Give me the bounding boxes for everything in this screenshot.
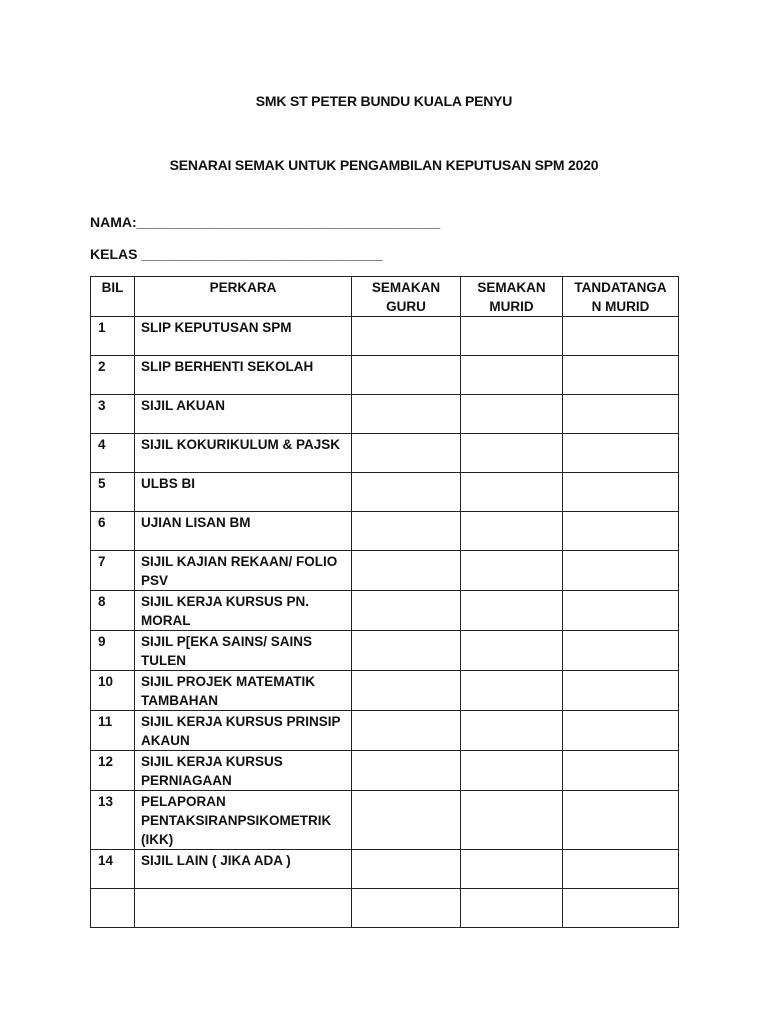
header-bil: BIL (91, 277, 135, 317)
table-row (91, 434, 679, 473)
semakan-guru-cell[interactable] (352, 395, 461, 434)
blank-cell[interactable] (352, 889, 461, 928)
row-item: SIJIL KAJIAN REKAAN/ FOLIO PSV (135, 551, 352, 591)
table-row (91, 711, 679, 751)
semakan-guru-cell[interactable] (352, 512, 461, 551)
semakan-murid-cell[interactable] (461, 395, 563, 434)
tandatangan-cell[interactable] (563, 791, 679, 850)
nama-field[interactable]: NAMA:_______________________________________ (90, 214, 441, 230)
semakan-guru-cell[interactable] (352, 671, 461, 711)
table-row (91, 631, 679, 671)
tandatangan-cell[interactable] (563, 434, 679, 473)
semakan-murid-cell[interactable] (461, 317, 563, 356)
blank-cell[interactable] (91, 889, 135, 928)
kelas-field[interactable]: KELAS _______________________________ (90, 246, 383, 262)
tandatangan-cell[interactable] (563, 591, 679, 631)
semakan-guru-cell[interactable] (352, 356, 461, 395)
tandatangan-cell[interactable] (563, 473, 679, 512)
semakan-murid-cell[interactable] (461, 711, 563, 751)
semakan-guru-cell[interactable] (352, 473, 461, 512)
semakan-murid-cell[interactable] (461, 850, 563, 889)
semakan-guru-cell[interactable] (352, 317, 461, 356)
header-semakan-murid: SEMAKAN MURID (461, 277, 563, 317)
row-item: SIJIL KERJA KURSUS PERNIAGAAN (135, 751, 352, 791)
row-number: 5 (91, 473, 135, 512)
tandatangan-cell[interactable] (563, 317, 679, 356)
row-item: ULBS BI (135, 473, 352, 512)
semakan-murid-cell[interactable] (461, 751, 563, 791)
semakan-murid-cell[interactable] (461, 356, 563, 395)
semakan-guru-cell[interactable] (352, 631, 461, 671)
row-item: SIJIL KOKURIKULUM & PAJSK (135, 434, 352, 473)
tandatangan-cell[interactable] (563, 512, 679, 551)
semakan-guru-cell[interactable] (352, 591, 461, 631)
row-number: 1 (91, 317, 135, 356)
row-number: 9 (91, 631, 135, 671)
semakan-murid-cell[interactable] (461, 631, 563, 671)
semakan-guru-cell[interactable] (352, 850, 461, 889)
row-item: PELAPORAN PENTAKSIRANPSIKOMETRIK (IKK) (135, 791, 352, 850)
row-number: 8 (91, 591, 135, 631)
row-number: 2 (91, 356, 135, 395)
row-item: SLIP BERHENTI SEKOLAH (135, 356, 352, 395)
table-row (91, 751, 679, 791)
table-row (91, 551, 679, 591)
row-number: 11 (91, 711, 135, 751)
row-item: SIJIL KERJA KURSUS PN. MORAL (135, 591, 352, 631)
semakan-murid-cell[interactable] (461, 434, 563, 473)
row-item: SIJIL KERJA KURSUS PRINSIP AKAUN (135, 711, 352, 751)
row-number: 12 (91, 751, 135, 791)
semakan-murid-cell[interactable] (461, 591, 563, 631)
header-perkara: PERKARA (135, 277, 352, 317)
school-name: SMK ST PETER BUNDU KUALA PENYU (255, 93, 513, 109)
row-number: 4 (91, 434, 135, 473)
row-item: SIJIL P[EKA SAINS/ SAINS TULEN (135, 631, 352, 671)
row-item: UJIAN LISAN BM (135, 512, 352, 551)
table-row (91, 671, 679, 711)
semakan-murid-cell[interactable] (461, 473, 563, 512)
row-number: 10 (91, 671, 135, 711)
semakan-murid-cell[interactable] (461, 671, 563, 711)
semakan-guru-cell[interactable] (352, 434, 461, 473)
semakan-guru-cell[interactable] (352, 711, 461, 751)
table-row (91, 512, 679, 551)
semakan-murid-cell[interactable] (461, 551, 563, 591)
semakan-guru-cell[interactable] (352, 751, 461, 791)
table-row (91, 395, 679, 434)
semakan-murid-cell[interactable] (461, 791, 563, 850)
table-row (91, 850, 679, 889)
semakan-murid-cell[interactable] (461, 512, 563, 551)
table-row-blank (91, 889, 679, 928)
row-number: 3 (91, 395, 135, 434)
row-item: SIJIL AKUAN (135, 395, 352, 434)
tandatangan-cell[interactable] (563, 395, 679, 434)
blank-cell[interactable] (461, 889, 563, 928)
document-title: SENARAI SEMAK UNTUK PENGAMBILAN KEPUTUSAN SPM 2020 (169, 157, 599, 173)
tandatangan-cell[interactable] (563, 850, 679, 889)
header-semakan-guru: SEMAKAN GURU (352, 277, 461, 317)
tandatangan-cell[interactable] (563, 631, 679, 671)
table-row (91, 791, 679, 850)
table-row (91, 356, 679, 395)
semakan-guru-cell[interactable] (352, 551, 461, 591)
row-number: 6 (91, 512, 135, 551)
tandatangan-cell[interactable] (563, 711, 679, 751)
row-item: SIJIL LAIN ( JIKA ADA ) (135, 850, 352, 889)
row-number: 7 (91, 551, 135, 591)
blank-cell[interactable] (135, 889, 352, 928)
tandatangan-cell[interactable] (563, 551, 679, 591)
table-row (91, 317, 679, 356)
header-tandatangan-murid: TANDATANGA N MURID (563, 277, 679, 317)
row-number: 13 (91, 791, 135, 850)
blank-cell[interactable] (563, 889, 679, 928)
row-item: SLIP KEPUTUSAN SPM (135, 317, 352, 356)
semakan-guru-cell[interactable] (352, 791, 461, 850)
table-row (91, 473, 679, 512)
row-number: 14 (91, 850, 135, 889)
checklist-table (90, 276, 679, 928)
table-row (91, 591, 679, 631)
row-item: SIJIL PROJEK MATEMATIK TAMBAHAN (135, 671, 352, 711)
table-header-row (91, 277, 679, 317)
tandatangan-cell[interactable] (563, 751, 679, 791)
tandatangan-cell[interactable] (563, 356, 679, 395)
tandatangan-cell[interactable] (563, 671, 679, 711)
